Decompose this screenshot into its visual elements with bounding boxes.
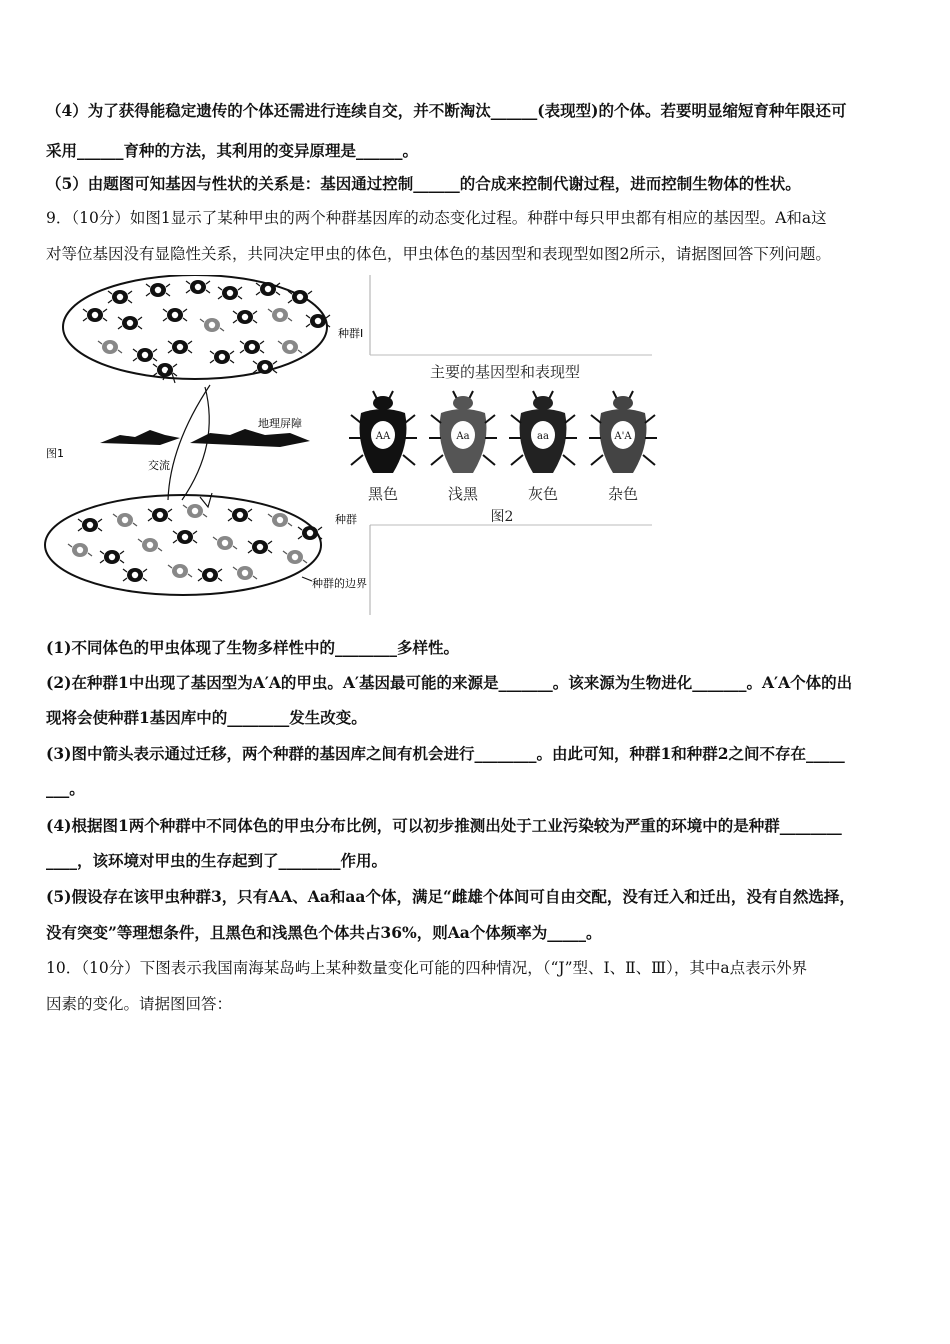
- question-9-4-line2: ____，该环境对甲虫的生存起到了________作用。: [46, 851, 388, 870]
- boundary-label: 种群的边界: [312, 577, 367, 590]
- beetle-genotype: A'A: [614, 431, 632, 442]
- question-8-5: （5）由题图可知基因与性状的关系是：基因通过控制______的合成来控制代谢过程，进而控制生物体的性状。: [46, 174, 801, 193]
- exchange-label: 交流: [148, 459, 170, 472]
- beetle-genotype: AA: [375, 431, 391, 442]
- question-8-4-line1: （4）为了获得能稳定遗传的个体还需进行连续自交，并不断淘汰______(表现型)的个体。若要明显缩短育种年限还可: [46, 101, 847, 120]
- figure-1-label: 图1: [46, 447, 64, 460]
- question-9-2-line1: (2)在种群1中出现了基因型为A′A的甲虫。A′基因最可能的来源是_______。该来源为生物进化_______。A′A个体的出: [46, 673, 853, 692]
- boundary-pointer: [302, 577, 312, 581]
- question-10-line1: 10．（10分）下图表示我国南海某岛屿上某种数量变化可能的四种情况，（“J”型、Ⅰ、Ⅱ、Ⅲ），其中a点表示外界: [46, 959, 808, 977]
- beetle-3: [509, 391, 577, 503]
- question-9-4-line1: (4)根据图1两个种群中不同体色的甲虫分布比例，可以初步推测出处于工业污染较为严重的环境中的是种群________: [46, 816, 842, 835]
- question-9-5-line2: 没有突变”等理想条件，且黑色和浅黑色个体共占36%，则Aa个体频率为_____。: [46, 923, 602, 942]
- beetle-1: [349, 391, 417, 503]
- beetle-figure: [40, 275, 660, 620]
- population-2-ellipse: [45, 495, 322, 595]
- question-9-5-line1: (5)假设存在该甲虫种群3，只有AA、Aa和aa个体，满足“雌雄个体间可自由交配，没有迁入和迁出，没有自然选择，: [46, 887, 855, 906]
- figure-2-label: 图2: [490, 509, 514, 525]
- beetle-phenotype: 灰色: [527, 485, 559, 503]
- beetle-row: [349, 391, 657, 503]
- question-8-4-line2: 采用______育种的方法，其利用的变异原理是______。: [46, 141, 419, 160]
- beetle-genotype: aa: [537, 431, 549, 442]
- population-1-ellipse: [63, 275, 330, 379]
- question-9-line1: 9．（10分）如图1显示了某种甲虫的两个种群基因库的动态变化过程。种群中每只甲虫都有相应的基因型。A和a这: [46, 209, 827, 227]
- question-9-2-line2: 现将会使种群1基因库中的________发生改变。: [46, 708, 367, 727]
- population-1-label: 种群Ⅰ: [338, 327, 364, 340]
- question-10-line2: 因素的变化。请据图回答：: [46, 995, 233, 1013]
- question-9-3-line2: ___。: [46, 779, 85, 798]
- question-9-1: (1)不同体色的甲虫体现了生物多样性中的________多样性。: [46, 638, 459, 657]
- figure-2-title: 主要的基因型和表现型: [429, 363, 581, 381]
- beetle-phenotype: 杂色: [607, 485, 639, 503]
- geographic-barrier: [100, 429, 310, 447]
- beetle-4: [589, 391, 657, 503]
- barrier-label: 地理屏障: [258, 417, 302, 430]
- beetle-phenotype: 黑色: [367, 485, 399, 503]
- beetle-phenotype: 浅黑: [447, 485, 479, 503]
- beetle-2: [429, 391, 497, 503]
- beetle-genotype: Aa: [456, 431, 470, 442]
- question-9-3-line1: (3)图中箭头表示通过迁移，两个种群的基因库之间有机会进行________。由此可知，种群1和种群2之间不存在_____: [46, 744, 845, 763]
- question-9-line2: 对等位基因没有显隐性关系，共同决定甲虫的体色，甲虫体色的基因型和表现型如图2所示，请据图回答下列问题。: [46, 245, 831, 263]
- population-2-label: 种群: [335, 513, 357, 526]
